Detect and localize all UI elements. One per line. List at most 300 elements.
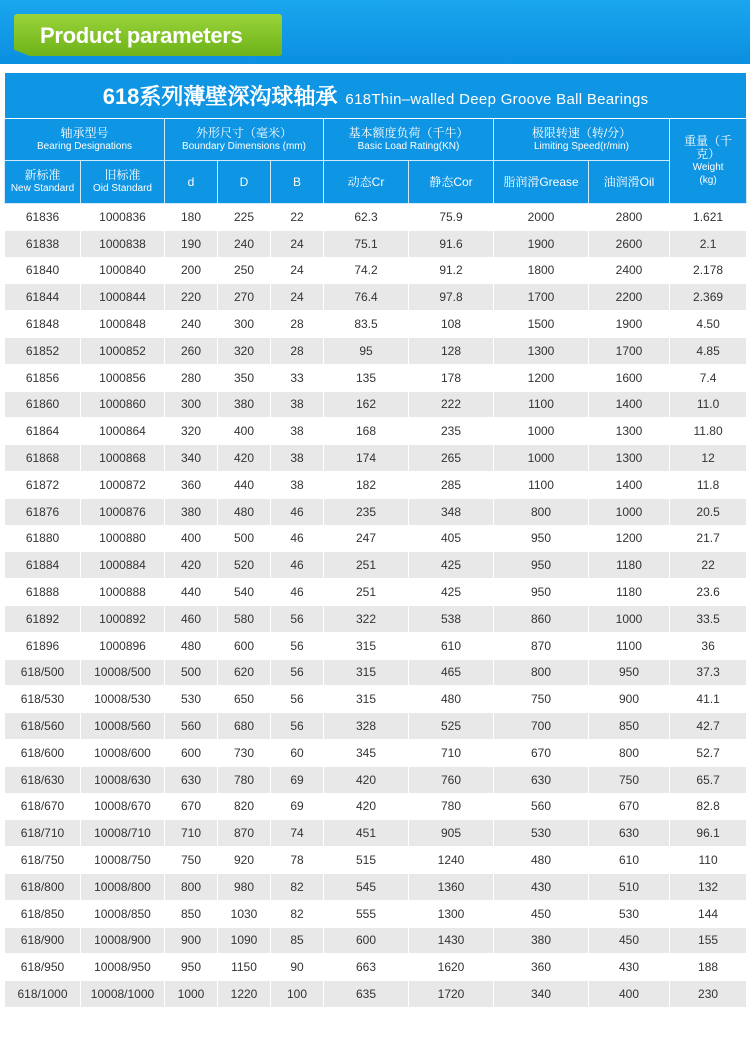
table-cell: 780 <box>409 793 494 820</box>
table-cell: 75.9 <box>409 204 494 231</box>
table-cell: 405 <box>409 525 494 552</box>
table-cell: 1000 <box>494 445 589 472</box>
table-row <box>5 552 747 579</box>
table-cell: 451 <box>324 820 409 847</box>
table-cell: 950 <box>494 579 589 606</box>
table-cell: 24 <box>271 230 324 257</box>
table-cell: 61836 <box>5 204 81 231</box>
table-cell: 61892 <box>5 605 81 632</box>
table-cell: 618/750 <box>5 847 81 874</box>
table-cell: 420 <box>218 445 271 472</box>
table-row <box>5 204 747 231</box>
table-cell: 4.85 <box>670 337 747 364</box>
table-cell: 280 <box>165 364 218 391</box>
table-cell: 235 <box>409 418 494 445</box>
table-cell: 340 <box>494 981 589 1008</box>
table-cell: 540 <box>218 579 271 606</box>
table-cell: 1300 <box>494 337 589 364</box>
table-cell: 10008/900 <box>81 927 165 954</box>
table-cell: 56 <box>271 713 324 740</box>
table-cell: 1000852 <box>81 337 165 364</box>
table-cell: 144 <box>670 900 747 927</box>
table-cell: 618/710 <box>5 820 81 847</box>
table-cell: 610 <box>409 632 494 659</box>
table-cell: 670 <box>165 793 218 820</box>
table-cell: 850 <box>165 900 218 927</box>
table-cell: 10008/600 <box>81 739 165 766</box>
table-cell: 108 <box>409 311 494 338</box>
table-cell: 61856 <box>5 364 81 391</box>
table-cell: 41.1 <box>670 686 747 713</box>
table-cell: 710 <box>165 820 218 847</box>
table-cell: 82 <box>271 873 324 900</box>
table-cell: 33 <box>271 364 324 391</box>
table-cell: 530 <box>589 900 670 927</box>
table-cell: 69 <box>271 793 324 820</box>
banner-title: Product parameters <box>40 23 243 48</box>
table-cell: 425 <box>409 552 494 579</box>
table-cell: 56 <box>271 605 324 632</box>
table-cell: 1000896 <box>81 632 165 659</box>
table-cell: 1100 <box>494 471 589 498</box>
table-cell: 1000864 <box>81 418 165 445</box>
table-cell: 24 <box>271 284 324 311</box>
header-B: B <box>271 161 324 204</box>
table-row <box>5 900 747 927</box>
table-cell: 750 <box>589 766 670 793</box>
table-cell: 950 <box>165 954 218 981</box>
table-cell: 4.50 <box>670 311 747 338</box>
table-cell: 225 <box>218 204 271 231</box>
table-cell: 11.8 <box>670 471 747 498</box>
table-cell: 240 <box>218 230 271 257</box>
table-row <box>5 579 747 606</box>
table-cell: 380 <box>218 391 271 418</box>
table-cell: 61838 <box>5 230 81 257</box>
table-cell: 10008/670 <box>81 793 165 820</box>
table-cell: 91.6 <box>409 230 494 257</box>
table-cell: 128 <box>409 337 494 364</box>
table-cell: 980 <box>218 873 271 900</box>
table-cell: 1240 <box>409 847 494 874</box>
table-row <box>5 713 747 740</box>
table-cell: 61840 <box>5 257 81 284</box>
table-cell: 270 <box>218 284 271 311</box>
table-cell: 61880 <box>5 525 81 552</box>
table-cell: 10008/500 <box>81 659 165 686</box>
table-cell: 510 <box>589 873 670 900</box>
table-cell: 430 <box>494 873 589 900</box>
table-cell: 69 <box>271 766 324 793</box>
table-cell: 10008/800 <box>81 873 165 900</box>
table-row <box>5 498 747 525</box>
table-cell: 38 <box>271 391 324 418</box>
table-cell: 618/800 <box>5 873 81 900</box>
table-cell: 100 <box>271 981 324 1008</box>
table-cell: 132 <box>670 873 747 900</box>
table-cell: 85 <box>271 927 324 954</box>
table-cell: 2000 <box>494 204 589 231</box>
table-title-en: 618Thin–walled Deep Groove Ball Bearings <box>345 91 649 108</box>
table-cell: 663 <box>324 954 409 981</box>
table-cell: 178 <box>409 364 494 391</box>
table-cell: 1180 <box>589 552 670 579</box>
table-cell: 530 <box>494 820 589 847</box>
table-cell: 465 <box>409 659 494 686</box>
table-cell: 110 <box>670 847 747 874</box>
table-cell: 1000 <box>589 605 670 632</box>
table-cell: 61868 <box>5 445 81 472</box>
table-cell: 74.2 <box>324 257 409 284</box>
table-row <box>5 793 747 820</box>
table-cell: 235 <box>324 498 409 525</box>
table-cell: 315 <box>324 686 409 713</box>
table-cell: 38 <box>271 471 324 498</box>
table-row <box>5 311 747 338</box>
table-cell: 1000840 <box>81 257 165 284</box>
table-cell: 240 <box>165 311 218 338</box>
table-cell: 1180 <box>589 579 670 606</box>
table-cell: 600 <box>324 927 409 954</box>
table-cell: 222 <box>409 391 494 418</box>
table-cell: 900 <box>165 927 218 954</box>
table-cell: 618/500 <box>5 659 81 686</box>
table-cell: 62.3 <box>324 204 409 231</box>
table-cell: 618/530 <box>5 686 81 713</box>
table-cell: 33.5 <box>670 605 747 632</box>
table-row <box>5 471 747 498</box>
table-cell: 1900 <box>589 311 670 338</box>
table-cell: 56 <box>271 659 324 686</box>
table-cell: 1700 <box>589 337 670 364</box>
table-cell: 700 <box>494 713 589 740</box>
table-cell: 380 <box>165 498 218 525</box>
table-cell: 1000884 <box>81 552 165 579</box>
table-cell: 1150 <box>218 954 271 981</box>
table-cell: 560 <box>494 793 589 820</box>
table-cell: 580 <box>218 605 271 632</box>
table-cell: 500 <box>165 659 218 686</box>
table-cell: 515 <box>324 847 409 874</box>
table-cell: 618/630 <box>5 766 81 793</box>
table-cell: 1300 <box>589 418 670 445</box>
table-cell: 10008/530 <box>81 686 165 713</box>
table-cell: 360 <box>494 954 589 981</box>
table-cell: 46 <box>271 579 324 606</box>
table-cell: 525 <box>409 713 494 740</box>
table-cell: 21.7 <box>670 525 747 552</box>
table-cell: 555 <box>324 900 409 927</box>
table-cell: 618/950 <box>5 954 81 981</box>
header-grease: 脂润滑Grease <box>494 161 589 204</box>
table-cell: 1000 <box>589 498 670 525</box>
table-row <box>5 632 747 659</box>
table-cell: 2400 <box>589 257 670 284</box>
table-cell: 315 <box>324 659 409 686</box>
table-cell: 680 <box>218 713 271 740</box>
table-cell: 730 <box>218 739 271 766</box>
table-cell: 1000844 <box>81 284 165 311</box>
table-cell: 400 <box>589 981 670 1008</box>
table-cell: 61876 <box>5 498 81 525</box>
header-new-standard: 新标准 New Standard <box>5 161 81 204</box>
table-cell: 2.369 <box>670 284 747 311</box>
table-cell: 620 <box>218 659 271 686</box>
table-cell: 1220 <box>218 981 271 1008</box>
header-weight: 重量（千克） Weight (kg) <box>670 119 747 204</box>
table-row <box>5 873 747 900</box>
table-row <box>5 847 747 874</box>
table-cell: 61888 <box>5 579 81 606</box>
table-cell: 251 <box>324 579 409 606</box>
table-cell: 285 <box>409 471 494 498</box>
table-cell: 1000868 <box>81 445 165 472</box>
table-cell: 480 <box>218 498 271 525</box>
table-cell: 10008/750 <box>81 847 165 874</box>
table-cell: 174 <box>324 445 409 472</box>
table-cell: 1900 <box>494 230 589 257</box>
table-cell: 96.1 <box>670 820 747 847</box>
table-cell: 320 <box>165 418 218 445</box>
table-cell: 618/670 <box>5 793 81 820</box>
header-D: D <box>218 161 271 204</box>
header-cor: 静态Cor <box>409 161 494 204</box>
table-cell: 750 <box>165 847 218 874</box>
table-cell: 800 <box>165 873 218 900</box>
table-cell: 320 <box>218 337 271 364</box>
table-cell: 300 <box>165 391 218 418</box>
table-cell: 440 <box>165 579 218 606</box>
table-cell: 61852 <box>5 337 81 364</box>
table-cell: 480 <box>165 632 218 659</box>
table-cell: 760 <box>409 766 494 793</box>
table-cell: 1000848 <box>81 311 165 338</box>
table-cell: 91.2 <box>409 257 494 284</box>
table-cell: 56 <box>271 686 324 713</box>
table-cell: 360 <box>165 471 218 498</box>
table-cell: 7.4 <box>670 364 747 391</box>
table-cell: 1000856 <box>81 364 165 391</box>
table-cell: 61848 <box>5 311 81 338</box>
table-cell: 10008/950 <box>81 954 165 981</box>
table-cell: 1500 <box>494 311 589 338</box>
table-cell: 450 <box>589 927 670 954</box>
table-cell: 1800 <box>494 257 589 284</box>
header-designation: 轴承型号 Bearing Designations <box>5 119 165 161</box>
table-cell: 76.4 <box>324 284 409 311</box>
table-row <box>5 525 747 552</box>
header-d: d <box>165 161 218 204</box>
table-cell: 350 <box>218 364 271 391</box>
table-cell: 188 <box>670 954 747 981</box>
table-cell: 420 <box>324 793 409 820</box>
table-cell: 480 <box>494 847 589 874</box>
table-cell: 247 <box>324 525 409 552</box>
table-cell: 500 <box>218 525 271 552</box>
table-cell: 1400 <box>589 471 670 498</box>
table-cell: 710 <box>409 739 494 766</box>
table-cell: 635 <box>324 981 409 1008</box>
table-cell: 28 <box>271 311 324 338</box>
table-cell: 750 <box>494 686 589 713</box>
table-cell: 820 <box>218 793 271 820</box>
table-cell: 60 <box>271 739 324 766</box>
table-row <box>5 954 747 981</box>
table-cell: 1000860 <box>81 391 165 418</box>
table-cell: 600 <box>165 739 218 766</box>
table-cell: 1.621 <box>670 204 747 231</box>
table-cell: 162 <box>324 391 409 418</box>
table-row <box>5 257 747 284</box>
table-row <box>5 981 747 1008</box>
table-cell: 870 <box>494 632 589 659</box>
table-cell: 155 <box>670 927 747 954</box>
table-cell: 52.7 <box>670 739 747 766</box>
table-cell: 11.80 <box>670 418 747 445</box>
table-row <box>5 364 747 391</box>
header-banner <box>0 0 750 64</box>
table-cell: 630 <box>589 820 670 847</box>
table-cell: 61884 <box>5 552 81 579</box>
table-cell: 42.7 <box>670 713 747 740</box>
table-cell: 74 <box>271 820 324 847</box>
table-cell: 180 <box>165 204 218 231</box>
table-cell: 450 <box>494 900 589 927</box>
table-title-cn: 618系列薄壁深沟球轴承 <box>102 84 338 109</box>
table-cell: 1430 <box>409 927 494 954</box>
table-cell: 1400 <box>589 391 670 418</box>
table-cell: 420 <box>165 552 218 579</box>
table-row <box>5 820 747 847</box>
table-cell: 46 <box>271 552 324 579</box>
table-cell: 1300 <box>589 445 670 472</box>
table-cell: 75.1 <box>324 230 409 257</box>
table-cell: 380 <box>494 927 589 954</box>
table-cell: 870 <box>218 820 271 847</box>
table-cell: 22 <box>271 204 324 231</box>
table-cell: 2800 <box>589 204 670 231</box>
table-row <box>5 445 747 472</box>
table-cell: 618/1000 <box>5 981 81 1008</box>
table-cell: 950 <box>589 659 670 686</box>
table-cell: 1100 <box>494 391 589 418</box>
table-cell: 1360 <box>409 873 494 900</box>
table-cell: 780 <box>218 766 271 793</box>
table-cell: 2200 <box>589 284 670 311</box>
table-cell: 950 <box>494 525 589 552</box>
table-cell: 61896 <box>5 632 81 659</box>
table-cell: 630 <box>494 766 589 793</box>
table-cell: 2.178 <box>670 257 747 284</box>
table-cell: 1090 <box>218 927 271 954</box>
table-cell: 23.6 <box>670 579 747 606</box>
table-cell: 630 <box>165 766 218 793</box>
table-cell: 20.5 <box>670 498 747 525</box>
table-cell: 425 <box>409 579 494 606</box>
table-cell: 135 <box>324 364 409 391</box>
table-cell: 90 <box>271 954 324 981</box>
table-cell: 265 <box>409 445 494 472</box>
table-cell: 460 <box>165 605 218 632</box>
table-cell: 61872 <box>5 471 81 498</box>
table-cell: 610 <box>589 847 670 874</box>
table-cell: 800 <box>494 659 589 686</box>
table-cell: 36 <box>670 632 747 659</box>
table-row <box>5 284 747 311</box>
table-cell: 190 <box>165 230 218 257</box>
table-cell: 520 <box>218 552 271 579</box>
table-cell: 328 <box>324 713 409 740</box>
header-oil: 油润滑Oil <box>589 161 670 204</box>
table-cell: 1000 <box>165 981 218 1008</box>
table-cell: 850 <box>589 713 670 740</box>
table-cell: 430 <box>589 954 670 981</box>
table-cell: 1720 <box>409 981 494 1008</box>
table-cell: 83.5 <box>324 311 409 338</box>
table-cell: 618/900 <box>5 927 81 954</box>
table-cell: 348 <box>409 498 494 525</box>
table-row <box>5 418 747 445</box>
table-cell: 251 <box>324 552 409 579</box>
table-cell: 22 <box>670 552 747 579</box>
table-cell: 82.8 <box>670 793 747 820</box>
table-cell: 200 <box>165 257 218 284</box>
table-cell: 2.1 <box>670 230 747 257</box>
header-load: 基本额度负荷（千牛） Basic Load Rating(KN) <box>324 119 494 161</box>
table-cell: 2600 <box>589 230 670 257</box>
table-cell: 24 <box>271 257 324 284</box>
table-cell: 650 <box>218 686 271 713</box>
table-cell: 670 <box>589 793 670 820</box>
table-cell: 300 <box>218 311 271 338</box>
table-cell: 670 <box>494 739 589 766</box>
table-row <box>5 739 747 766</box>
table-cell: 56 <box>271 632 324 659</box>
header-old-standard: 旧标准 Oid Standard <box>81 161 165 204</box>
table-cell: 900 <box>589 686 670 713</box>
table-cell: 950 <box>494 552 589 579</box>
header-boundary: 外形尺寸（毫米） Boundary Dimensions (mm) <box>165 119 324 161</box>
table-cell: 1600 <box>589 364 670 391</box>
table-cell: 1000872 <box>81 471 165 498</box>
table-cell: 1000836 <box>81 204 165 231</box>
table-cell: 82 <box>271 900 324 927</box>
table-cell: 600 <box>218 632 271 659</box>
table-row <box>5 391 747 418</box>
table-cell: 61844 <box>5 284 81 311</box>
table-cell: 182 <box>324 471 409 498</box>
table-row <box>5 766 747 793</box>
table-cell: 420 <box>324 766 409 793</box>
table-cell: 920 <box>218 847 271 874</box>
table-cell: 618/600 <box>5 739 81 766</box>
table-cell: 1000 <box>494 418 589 445</box>
table-cell: 1100 <box>589 632 670 659</box>
table-cell: 38 <box>271 418 324 445</box>
table-cell: 400 <box>165 525 218 552</box>
table-cell: 10008/850 <box>81 900 165 927</box>
table-cell: 1000888 <box>81 579 165 606</box>
table-cell: 1000838 <box>81 230 165 257</box>
table-row <box>5 927 747 954</box>
table-cell: 538 <box>409 605 494 632</box>
table-cell: 97.8 <box>409 284 494 311</box>
header-speed: 极限转速（转/分） Limiting Speed(r/min) <box>494 119 670 161</box>
table-cell: 1000892 <box>81 605 165 632</box>
table-cell: 345 <box>324 739 409 766</box>
table-row <box>5 659 747 686</box>
table-cell: 46 <box>271 498 324 525</box>
